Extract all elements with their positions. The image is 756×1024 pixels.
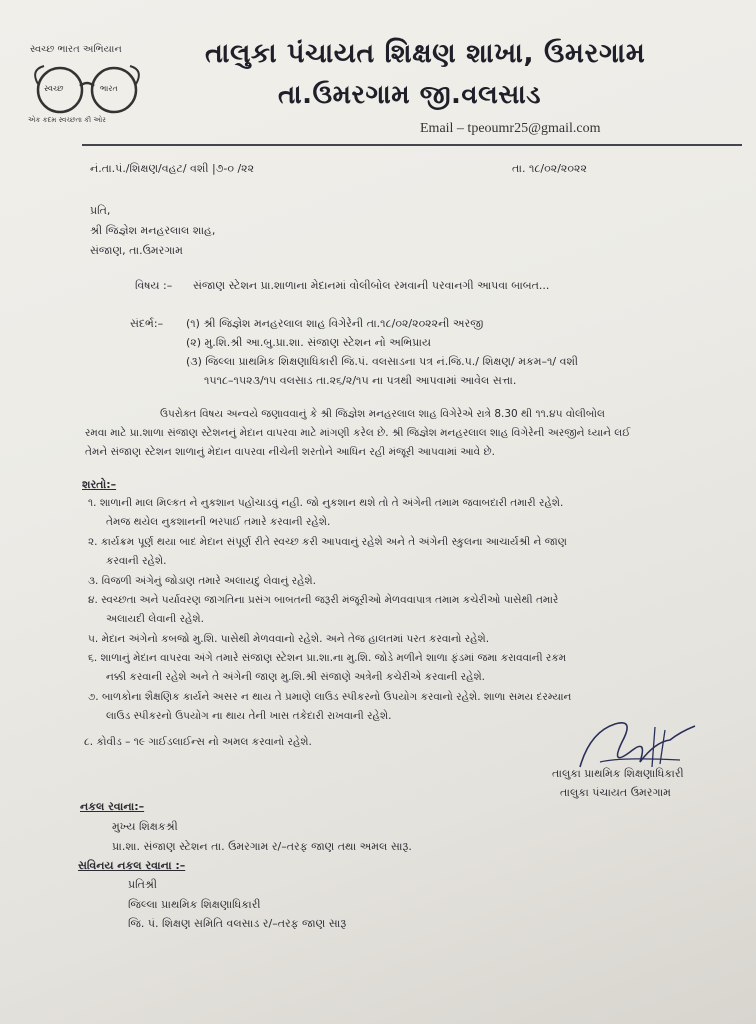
condition-line: ૬. શાળાનું મેદાન વાપરવા અંગે તમારે સંજાણ સ્ટેશન પ્રા.શા.ના મુ.શિ. જોડે મળીને શાળા ફંડમાં જમા કરાવવાની રકમ — [88, 652, 567, 664]
respectful-copies-label: સવિનય નકલ રવાના :– — [78, 859, 186, 872]
conditions-label: શરતો:– — [82, 478, 117, 491]
condition-line: ૮. કોવીડ – ૧૯ ગાઈડલાઈન્સ નો અમલ કરવાનો રહેશે. — [84, 736, 312, 748]
respectful-copy-item: જિ. પં. શિક્ષણ સમિતિ વલસાડ ર/–તરફ જાણ સારૂ — [128, 917, 347, 930]
body-line: રમવા માટે પ્રા.શાળા સંજાણ સ્ટેશનનું મેદાન વાપરવા માટે માંગણી કરેલ છે. શ્રી જિજ્ઞેશ મનહરલાલ શાહ વિગેરેની અરજીને ધ્યાને લઈ — [85, 427, 631, 439]
body-line: ઉપરોક્ત વિષય અન્વયે જણાવવાનું કે શ્રી જિજ્ઞેશ મનહરલાલ શાહ વિગેરેએ રાત્રે 8.30 થી ૧૧.૪૫ વોલીબોલ — [160, 408, 605, 420]
condition-line: ૩. વિજળી અંગેનું જોડાણ તમારે અલાયદુ લેવાનું રહેશે. — [88, 575, 316, 587]
condition-line: અલાયદી લેવાની રહેશે. — [106, 613, 204, 625]
condition-line: ૭. બાળકોના શૈક્ષણિક કાર્યને અસર ન થાય તે પ્રમાણે લાઉડ સ્પીકરનો ઉપયોગ કરવાનો રહેશે. શાળા સમય દરમ્યાન — [88, 691, 572, 703]
respectful-copy-item: પ્રતિશ્રી — [128, 878, 158, 891]
signatory-title: તાલુકા પ્રાથમિક શિક્ષણાધિકારી — [552, 767, 684, 780]
condition-line: ૪. સ્વચ્છતા અને પર્યાવરણ જાગતિના પ્રસંગ બાબતની જરૂરી મંજૂરીઓ મેળવવાપાત્ર તમામ કચેરીઓ પાસેથી તમારે — [88, 594, 559, 606]
copy-item: મુખ્ય શિક્ષકશ્રી — [112, 820, 178, 833]
spectacles-icon — [22, 60, 152, 120]
subject-text: સંજાણ સ્ટેશન પ્રા.શાળાના મેદાનમાં વોલીબોલ રમવાની પરવાનગી આપવા બાબત... — [193, 279, 550, 292]
office-address-heading: તા.ઉમરગામ જી.વલસાડ — [278, 80, 541, 110]
logo-bottom-text: એક કદમ સ્વચ્છતા કી ઓર — [28, 116, 106, 124]
recipient-name: શ્રી જિજ્ઞેશ મનહરલાલ શાહ, — [90, 224, 216, 237]
copy-item: પ્રા.શા. સંજાણ સ્ટેશન તા. ઉમરગામ ર/–તરફ જાણ તથા અમલ સારૂ. — [112, 840, 412, 853]
condition-line: તેમજ થયેલ નુકશાનની ભરપાઈ તમારે કરવાની રહેશે. — [106, 516, 331, 528]
condition-line: કરવાની રહેશે. — [106, 555, 167, 567]
logo-right-word: ભારત — [100, 84, 118, 93]
reference-number: નં.તા.પં./શિક્ષણ/વહટ/ વશી |૭-૦ /૨૨ — [90, 162, 255, 175]
office-heading: તાલુકા પંચાયત શિક્ષણ શાખા, ઉમરગામ — [205, 38, 646, 69]
header-rule — [82, 144, 742, 146]
copies-label: નકલ રવાના:– — [80, 800, 145, 813]
recipient-salutation: પ્રતિ, — [90, 204, 111, 217]
reference-item: (૨) મુ.શિ.શ્રી આ.બુ.પ્રા.શા. સંજાણ સ્ટેશન નો અભિપ્રાય — [186, 336, 431, 349]
respectful-copy-item: જિલ્લા પ્રાથમિક શિક્ષણાધિકારી — [128, 898, 261, 911]
swachh-bharat-logo — [22, 40, 172, 135]
condition-line: ૫. મેદાન અંગેનો કબજો મુ.શિ. પાસેથી મેળવવાનો રહેશે. અને તેજ હાલતમાં પરત કરવાનો રહેશે. — [88, 633, 490, 645]
reference-item: (૧) શ્રી જિજ્ઞેશ મનહરલાલ શાહ વિગેરેની તા.૧૮/૦૨/૨૦૨૨ની અરજી — [186, 317, 484, 330]
references-label: સંદર્ભ:– — [130, 317, 164, 330]
letter-date: તા. ૧૮/૦૨/૨૦૨૨ — [512, 162, 587, 175]
body-line: તેમને સંજાણ સ્ટેશન શાળાનું મેદાન વાપરવા નીચેની શરતોને આધિન રહી મંજૂરી આપવામાં આવે છે. — [85, 446, 495, 458]
reference-item: (૩) જિલ્લા પ્રાથમિક શિક્ષણાધિકારી જિ.પં. વલસાડના પત્ર નં.જિ.પ./ શિક્ષણ/ મકમ–૧/ વશી — [186, 355, 579, 368]
condition-line: લાઉડ સ્પીકરનો ઉપયોગ ના થાય તેની ખાસ તકેદારી રાખવાની રહેશે. — [106, 710, 392, 722]
recipient-place: સંજાણ, તા.ઉમરગામ — [90, 244, 183, 257]
condition-line: નક્કી કરવાની રહેશે અને તે અંગેની જાણ મુ.શિ.શ્રી સંજાણે અત્રેની કચેરીએ કરવાની રહેશે. — [106, 671, 486, 683]
logo-top-text: સ્વચ્છ ભારત અભિયાન — [30, 44, 122, 55]
condition-line: ૨. કાર્યક્રમ પૂર્ણ થયા બાદ મેદાન સંપૂર્ણ રીતે સ્વચ્છ કરી આપવાનું રહેશે અને તે અંગેની સ્કુલના આચાર્યશ્રી ને જાણ — [88, 536, 567, 548]
signatory-office: તાલુકા પંચાયત ઉમરગામ — [560, 786, 671, 799]
condition-line: ૧. શાળાની માલ મિલ્કત ને નુકશાન પહોંચાડવું નહી. જો નુકશાન થશે તો તે અંગેની તમામ જવાબદારી તમારી રહેશે. — [88, 497, 564, 509]
logo-left-word: સ્વચ્છ — [44, 84, 64, 93]
subject-label: વિષય :– — [135, 279, 173, 292]
office-email: Email – tpeoumr25@gmail.com — [420, 121, 601, 136]
reference-continuation: ૧૫૧૮–૧૫૨૩/૧૫ વલસાડ તા.૨૬/૨/૧૫ ના પત્રથી આપવામાં આવેલ સત્તા. — [204, 374, 517, 387]
